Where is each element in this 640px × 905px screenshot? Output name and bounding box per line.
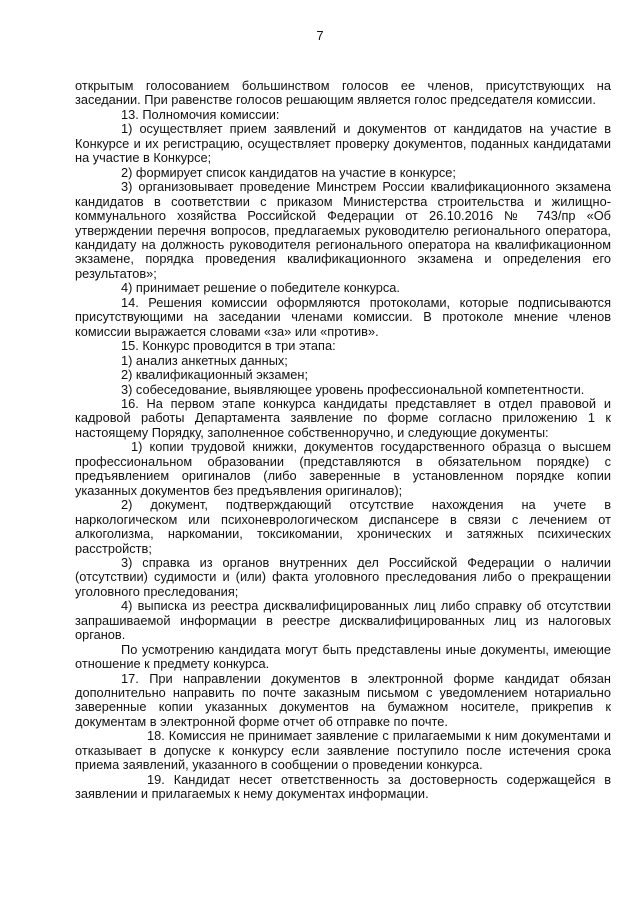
paragraph-15-item-1: 1) анализ анкетных данных; bbox=[121, 352, 288, 368]
paragraph-19: 19. Кандидат несет ответственность за достоверность содержащейся в заявлении и прилагаемых к нему документах информации. bbox=[75, 771, 611, 802]
paragraph-15-item-2: 2) квалификационный экзамен; bbox=[121, 367, 309, 383]
paragraph-13-item-1: 1) осуществляет прием заявлений и документов от кандидатов на участие в Конкурсе и их регистрацию, осуществляет проверку документов, поданных кандидатами на участие в Конкурсе; bbox=[75, 121, 611, 166]
paragraph-16-note: По усмотрению кандидата могут быть представлены иные документы, имеющие отношение к предмету конкурса. bbox=[75, 641, 611, 672]
paragraph-14: 14. Решения комиссии оформляются протоколами, которые подписываются присутствующими на заседании членами комиссии. В протоколе мнение членов комиссии выражается словами «за» или «против». bbox=[75, 294, 611, 339]
paragraph-16: 16. На первом этапе конкурса кандидаты представляет в отдел правовой и кадровой работы Департамента заявление по форме согласно приложению 1 к настоящему Порядку, заполненное собственноручно, и следующие документы: bbox=[75, 395, 611, 440]
document-body bbox=[75, 79, 611, 802]
paragraph-13-heading: 13. Полномочия комиссии: bbox=[121, 106, 280, 122]
paragraph-16-item-2: 2) документ, подтверждающий отсутствие нахождения на учете в наркологическом или психоневрологическом диспансере в связи с лечением от алкоголизма, наркомании, токсикомании, хронических и затяжных психических расстройств; bbox=[75, 497, 611, 556]
paragraph-16-item-4: 4) выписка из реестра дисквалифицированных лиц либо справку об отсутствии запрашиваемой информации в реестре дисквалифицированных лиц из налоговых органов. bbox=[75, 598, 611, 643]
paragraph-15-heading: 15. Конкурс проводится в три этапа: bbox=[121, 338, 336, 354]
paragraph-13-item-2: 2) формирует список кандидатов на участие в конкурсе; bbox=[121, 164, 456, 180]
paragraph-16-item-1: 1) копии трудовой книжки, документов государственного образца о высшем профессиональном образовании (представляются в обязательном порядке) с предъявлением оригиналов (либо заверенные в установленном порядке копии указанных документов без предъявления оригиналов); bbox=[75, 439, 611, 498]
paragraph-15-item-3: 3) собеседование, выявляющее уровень профессиональной компетентности. bbox=[121, 381, 585, 397]
paragraph-13-item-4: 4) принимает решение о победителе конкурса. bbox=[121, 280, 400, 296]
paragraph-12-continuation: открытым голосованием большинством голосов ее членов, присутствующих на заседании. При равенстве голосов решающим является голос председателя комиссии. bbox=[75, 78, 611, 108]
paragraph-16-item-3: 3) справка из органов внутренних дел Российской Федерации о наличии (отсутствии) судимости и (или) факта уголовного преследования либо о прекращении уголовного преследования; bbox=[75, 554, 611, 599]
page-number: 7 bbox=[316, 28, 324, 43]
paragraph-18: 18. Комиссия не принимает заявление с прилагаемыми к ним документами и отказывает в допуске к конкурсу если заявление поступило после истечения срока приема заявлений, указанного в сообщении о проведении конкурса. bbox=[75, 728, 611, 773]
paragraph-13-item-3: 3) организовывает проведение Минстрем России квалификационного экзамена кандидатов в соответствии с приказом Министерства строительства и жилищно-коммунального хозяйства Российской Федерации от 26.10.2016 № 743/пр «Об утверждении перечня вопросов, предлагаемых руководителю регионального оператора, кандидату на должность руководителя регионального оператора на квалификационном экзамене, порядка проведения квалификационного экзамена и определения его результатов»; bbox=[75, 179, 611, 281]
paragraph-17: 17. При направлении документов в электронной форме кандидат обязан дополнительно направить по почте заказным письмом с уведомлением нотариально заверенные копии указанных документов на бумажном носителе, прикрепив к документам в электронной форме отчет об отправке по почте. bbox=[75, 670, 611, 729]
